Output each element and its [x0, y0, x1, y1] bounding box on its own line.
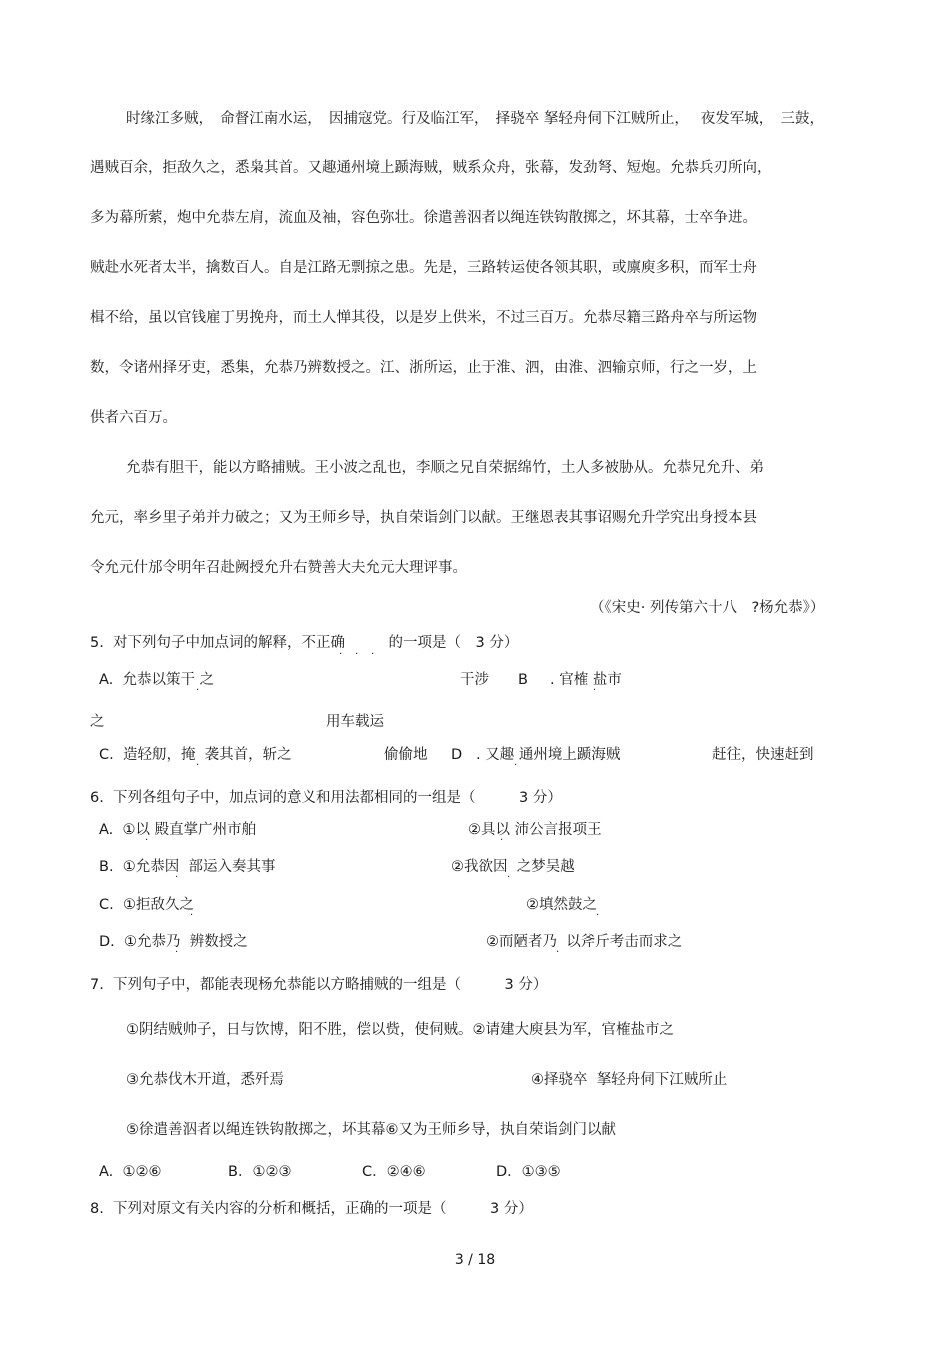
q6-option-d-1: D. ①允恭乃 辨数授之 [99, 934, 248, 950]
q5-option-b-meaning: 用车载运 [326, 714, 384, 730]
passage-line-10: 令允元什邡令明年召赴阙授允升右赞善大夫允元大理评事。 [90, 560, 467, 576]
q5-option-c: C. 造轻舠，掩 袭其首，斩之 [99, 747, 292, 763]
emphasis-dot: · [500, 835, 504, 846]
emphasis-dot: · [371, 649, 375, 660]
q7-option-a: A. ①②⑥ [99, 1164, 162, 1180]
passage-line-4: 贼赴水死者太半，擒数百人。自是江路无剽掠之患。先是，三路转运使各领其职，或廪庾多积，而军士舟 [90, 260, 757, 276]
passage-line-7: 供者六百万。 [90, 410, 177, 426]
q5-option-d: D . 又趣 通州境上踬海贼 [451, 747, 621, 763]
emphasis-dot: · [339, 649, 343, 660]
q7-option-c: C．②④⑥ [362, 1164, 426, 1180]
q8-stem: 8. 下列对原文有关内容的分析和概括，正确的一项是（ 3 分） [90, 1201, 533, 1217]
q7-line-1: ①阴结贼帅子，日与饮博，阳不胜，偿以赀，使伺贼。②请建大庾县为军，官榷盐市之 [126, 1022, 674, 1038]
q5-option-d-meaning: 赶往，快速赶到 [712, 747, 814, 763]
emphasis-dot: · [355, 649, 359, 660]
q7-line-2b: ④择骁卒 拏轻舟伺下江贼所止 [531, 1072, 728, 1088]
passage-source: （《宋史· 列传第六十八 ?杨允恭》） [590, 600, 825, 616]
q7-line-3: ⑤徐遣善泅者以绳连铁钩散掷之，坏其幕⑥又为王师乡导，执自荣诣剑门以献 [126, 1122, 616, 1138]
q7-line-2a: ③允恭伐木开道，悉歼焉 [126, 1072, 284, 1088]
emphasis-dot: · [196, 685, 200, 696]
q5-stem: 5. 对下列句子中加点词的解释，不正确 的一项是（ 3 分） [90, 635, 519, 651]
passage-line-8: 允恭有胆干，能以方略捕贼。王小波之乱也，李顺之兄自荣据绵竹，土人多被胁从。允恭兄允升、弟 [126, 460, 764, 476]
q6-option-b-1: B. ①允恭因 部运入奏其事 [99, 859, 276, 875]
passage-line-6: 数，令诸州择牙吏，悉集，允恭乃辨数授之。江、浙所运，止于淮、泗，由淮、泗输京师，行之一岁，上 [90, 360, 757, 376]
q5-option-a-meaning: 干涉 [460, 672, 489, 688]
emphasis-dot: · [514, 760, 518, 771]
q6-option-a-2: ②具以 沛公言报项王 [468, 822, 602, 838]
passage-line-2: 遇贼百余，拒敌久之，悉枭其首。又趣通州境上踬海贼，贼系众舟，张幕，发劲弩、短炮。允恭兵刃所向， [90, 160, 772, 176]
page-number: 3 / 18 [454, 1252, 496, 1268]
emphasis-dot: · [175, 947, 179, 958]
q6-option-b-2: ②我欲因 之梦吴越 [451, 859, 575, 875]
emphasis-dot: · [196, 760, 200, 771]
q6-option-c-2: ②填然鼓之 [526, 897, 597, 913]
emphasis-dot: · [556, 947, 560, 958]
emphasis-dot: · [190, 910, 194, 921]
q5-option-b: . 官榷 盐市 [550, 672, 622, 688]
q6-option-a-1: A. ①以 殿直掌广州市舶 [99, 822, 257, 838]
q5-option-c-meaning: 偷偷地 [384, 747, 428, 763]
q6-stem: 6. 下列各组句子中，加点词的意义和用法都相同的一组是（ 3 分） [90, 790, 562, 806]
passage-line-1: 时缘江多贼， 命督江南水运， 因捕寇党。行及临江军， 择骁卒 拏轻舟伺下江贼所止， 夜发军城， 三鼓， [126, 111, 824, 127]
q7-option-b: B．①②③ [228, 1164, 292, 1180]
emphasis-dot: · [145, 835, 149, 846]
passage-line-3: 多为幕所萦，炮中允恭左肩，流血及袖，容色弥壮。徐遣善泅者以绳连铁钩散掷之，坏其幕，士卒争进。 [90, 210, 757, 226]
emphasis-dot: · [596, 910, 600, 921]
q5-option-a: A. 允恭以策干 之 [99, 672, 215, 688]
q7-stem: 7. 下列句子中，都能表现杨允恭能以方略捕贼的一组是（ 3 分） [90, 977, 548, 993]
q6-option-c-1: C. ①拒敌久之 [99, 897, 194, 913]
emphasis-dot: · [593, 685, 597, 696]
passage-line-5: 楫不给，虽以官钱雇丁男挽舟，而土人惮其役，以是岁上供米，不过三百万。允恭尽籍三路舟卒与所运物 [90, 310, 757, 326]
q5-option-b-label: B [518, 672, 528, 688]
passage-line-9: 允元，率乡里子弟并力破之；又为王师乡导，执自荣诣剑门以献。王继恩表其事诏赐允升学究出身授本县 [90, 510, 757, 526]
q5-option-b-cont: 之 [90, 714, 105, 730]
q7-option-d: D．①③⑤ [496, 1164, 561, 1180]
q6-option-d-2: ②而陋者乃 以斧斤考击而求之 [486, 934, 683, 950]
emphasis-dot: · [175, 872, 179, 883]
emphasis-dot: · [507, 872, 511, 883]
